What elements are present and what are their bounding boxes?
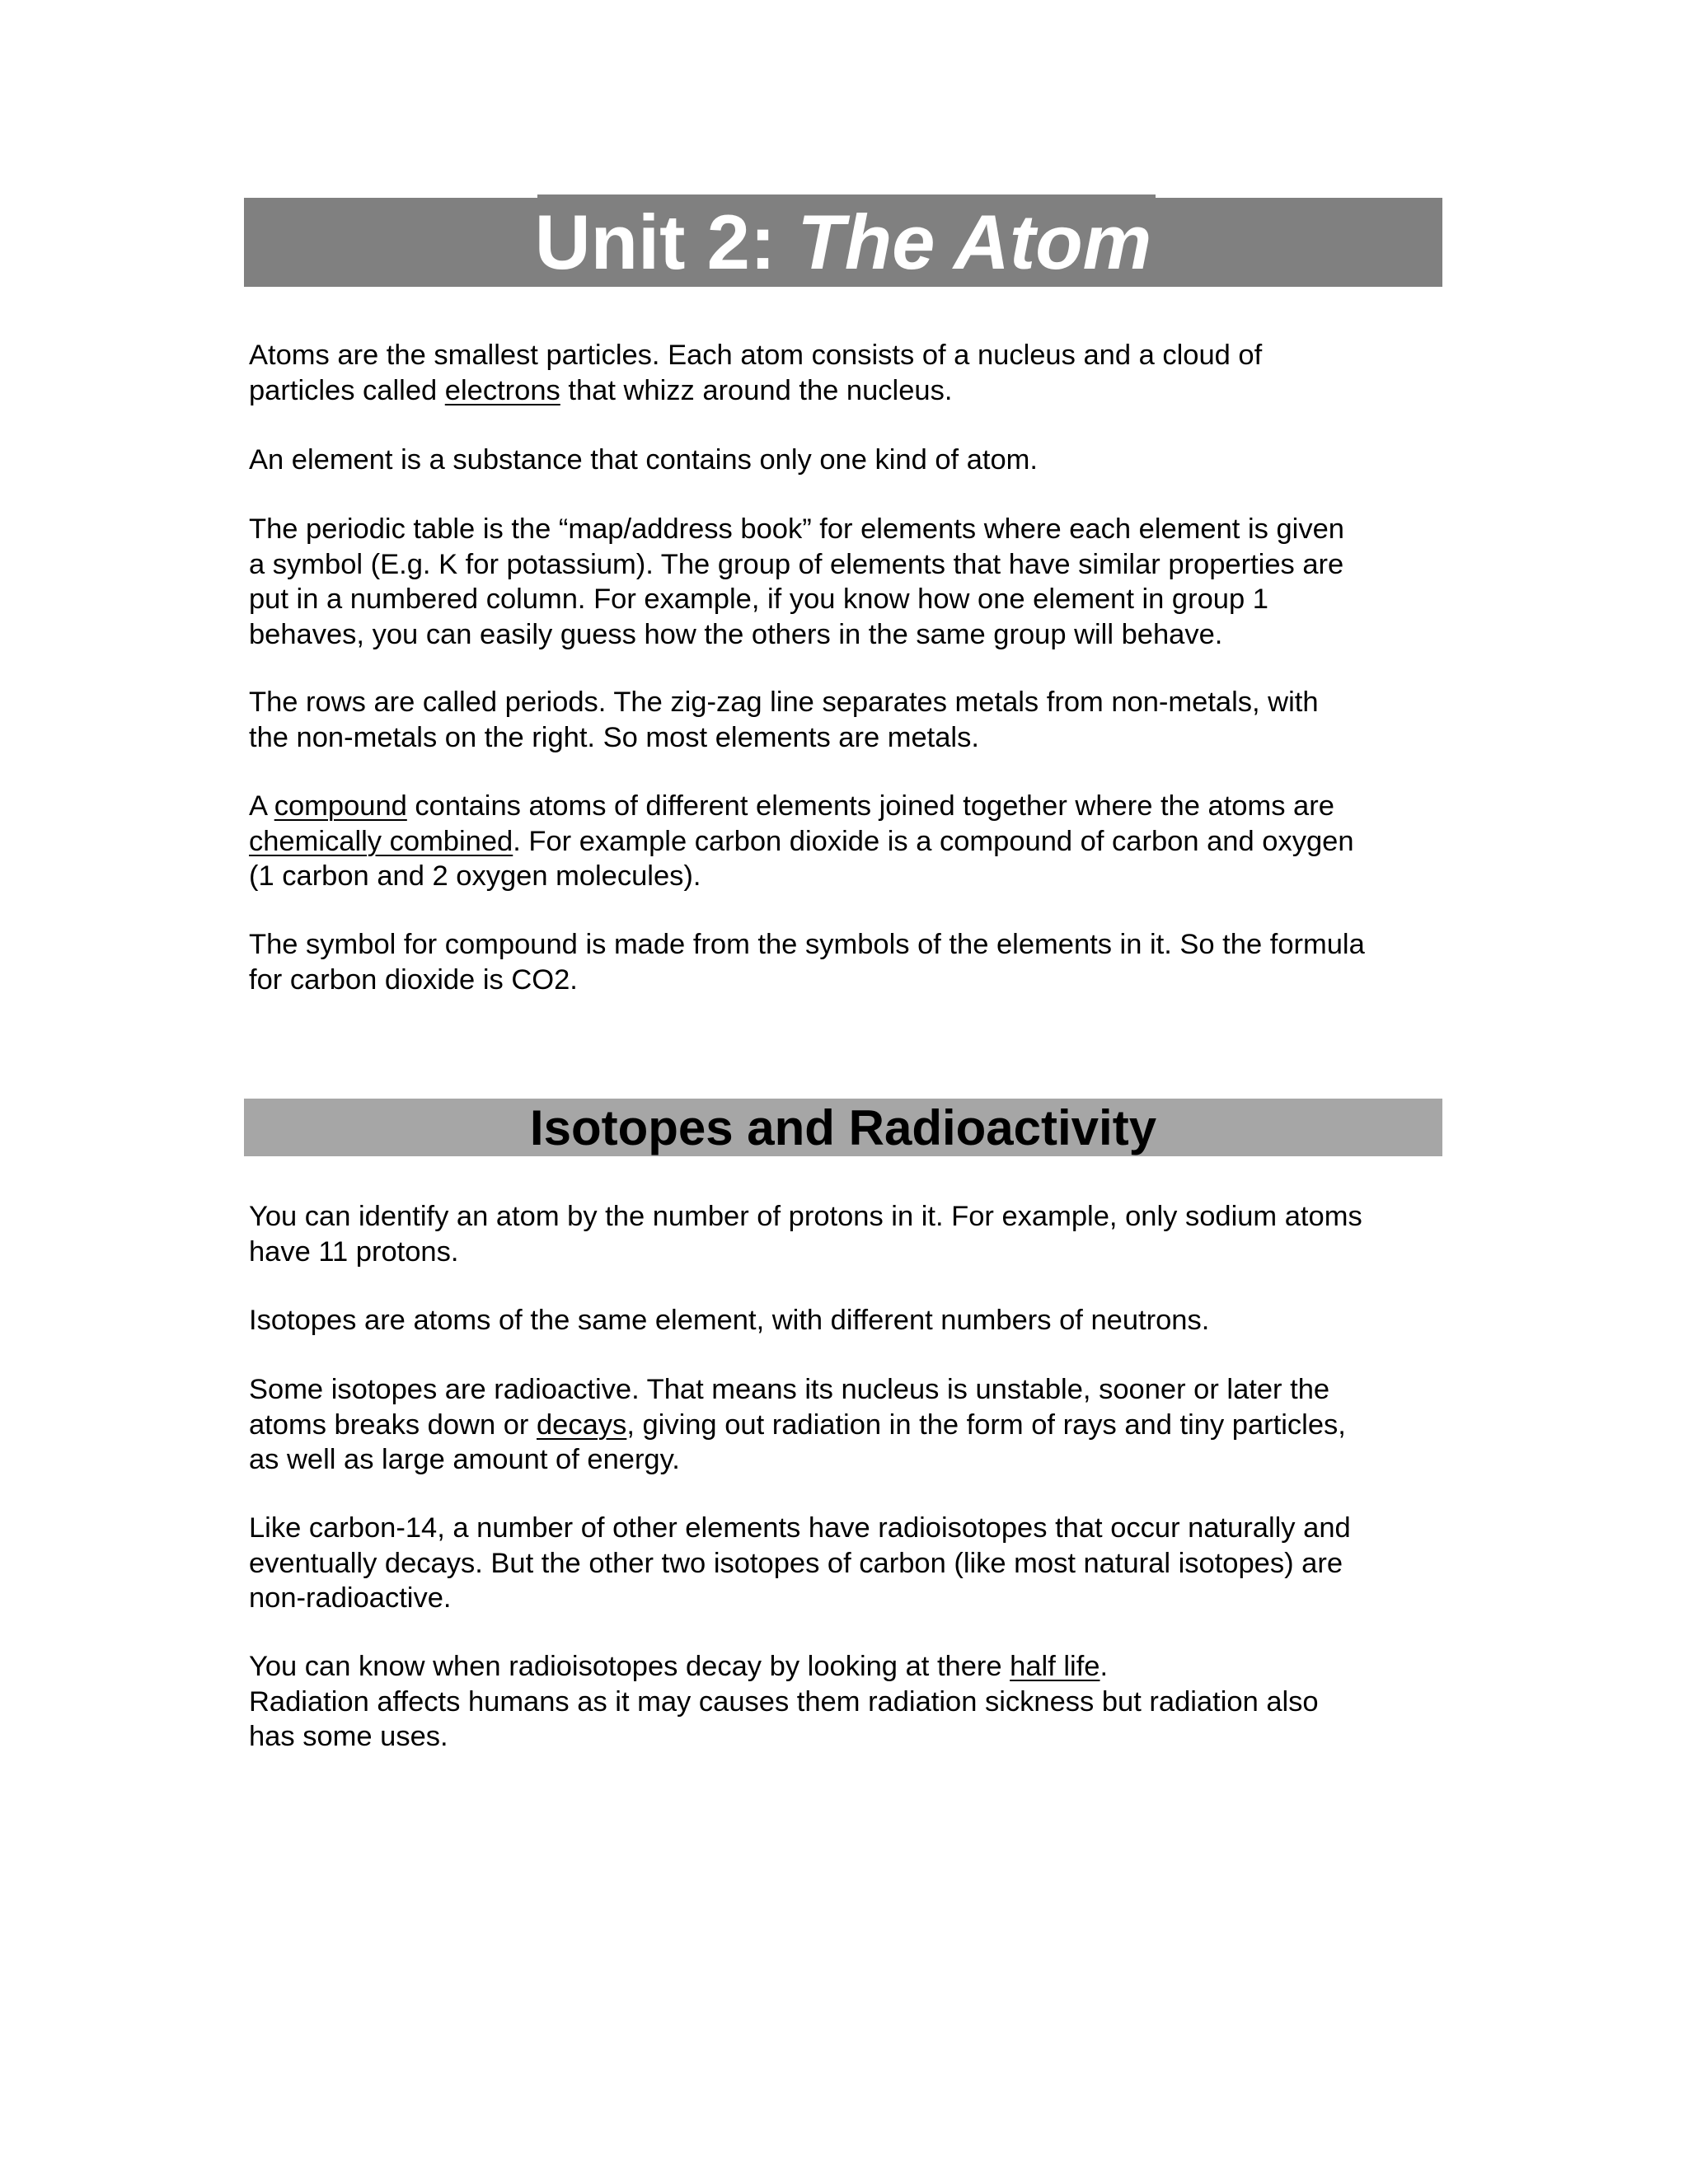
paragraph-line: Like carbon-14, a number of other elements have radioisotopes that occur naturally and: [249, 1512, 1351, 1544]
paragraph-line: The rows are called periods. The zig-zag line separates metals from non-metals, with: [249, 687, 1319, 718]
paragraph-text: atoms breaks down or: [249, 1408, 537, 1441]
paragraph-protons: [249, 1199, 1452, 1269]
paragraph-element: [249, 443, 1452, 478]
paragraph-line: behaves, you can easily guess how the others in the same group will behave.: [249, 618, 1223, 650]
paragraph-line: (1 carbon and 2 oxygen molecules).: [249, 860, 701, 892]
paragraph-line: put in a numbered column. For example, if you know how one element in group 1: [249, 583, 1268, 615]
paragraph-line: An element is a substance that contains only one kind of atom.: [249, 444, 1038, 476]
paragraph-line: Isotopes are atoms of the same element, with different numbers of neutrons.: [249, 1305, 1210, 1336]
paragraph-periodic-table: [249, 512, 1452, 652]
term-compound: compound: [274, 790, 407, 822]
title-banner: [244, 198, 1442, 287]
paragraph-text: .: [1100, 1651, 1109, 1682]
paragraph-text: . For example carbon dioxide is a compound of carbon and oxygen: [513, 825, 1354, 857]
paragraph-line: The periodic table is the “map/address book” for elements where each element is given: [249, 513, 1344, 545]
paragraph-half-life: [249, 1649, 1452, 1755]
paragraph-line: You can identify an atom by the number of protons in it. For example, only sodium atoms: [249, 1201, 1362, 1232]
paragraph-line: Radiation affects humans as it may causes them radiation sickness but radiation also: [249, 1685, 1319, 1718]
page-title-prefix: Unit 2:: [534, 199, 798, 285]
paragraph-text: contains atoms of different elements joined together where the atoms are: [406, 790, 1334, 822]
paragraph-line: Atoms are the smallest particles. Each atom consists of a nucleus and a cloud of: [249, 340, 1263, 371]
paragraph-line: as well as large amount of energy.: [249, 1444, 680, 1475]
section-heading-banner: [244, 1099, 1442, 1156]
paragraph-radioactive: [249, 1372, 1452, 1478]
paragraph-periods: [249, 685, 1452, 755]
paragraph-line: a symbol (E.g. K for potassium). The group of elements that have similar properties are: [249, 548, 1344, 580]
paragraph-line: Some isotopes are radioactive. That means its nucleus is unstable, sooner or later the: [249, 1374, 1330, 1405]
paragraph-compound: [249, 789, 1452, 894]
paragraph-line: eventually decays. But the other two isotopes of carbon (like most natural isotopes) are: [249, 1547, 1343, 1579]
page-title: [244, 198, 1442, 287]
paragraph-text: A: [249, 790, 274, 822]
paragraph-line: The symbol for compound is made from the symbols of the elements in it. So the formula: [249, 929, 1365, 960]
section-heading: Isotopes and Radioactivity: [529, 1100, 1157, 1155]
term-half-life: half life: [1010, 1651, 1100, 1682]
paragraph-carbon-14: [249, 1511, 1452, 1616]
paragraph-text: , giving out radiation in the form of rays and tiny particles,: [626, 1408, 1346, 1441]
paragraph-atoms: [249, 338, 1452, 408]
paragraph-line: non-radioactive.: [249, 1582, 452, 1614]
paragraph-isotopes: [249, 1303, 1452, 1338]
paragraph-text: You can know when radioisotopes decay by looking at there: [249, 1651, 1010, 1682]
paragraph-line: have 11 protons.: [249, 1235, 459, 1268]
term-chemically-combined: chemically combined: [249, 825, 513, 857]
paragraph-text: that whizz around the nucleus.: [560, 374, 953, 406]
paragraph-line: has some uses.: [249, 1721, 448, 1752]
paragraph-text: particles called: [249, 374, 445, 406]
page-title-emphasis: The Atom: [797, 199, 1152, 285]
term-decays: decays: [537, 1408, 627, 1441]
paragraph-line: for carbon dioxide is CO2.: [249, 963, 578, 996]
paragraph-formula: [249, 927, 1452, 997]
paragraph-line: the non-metals on the right. So most elements are metals.: [249, 721, 979, 753]
term-electrons: electrons: [444, 374, 560, 406]
